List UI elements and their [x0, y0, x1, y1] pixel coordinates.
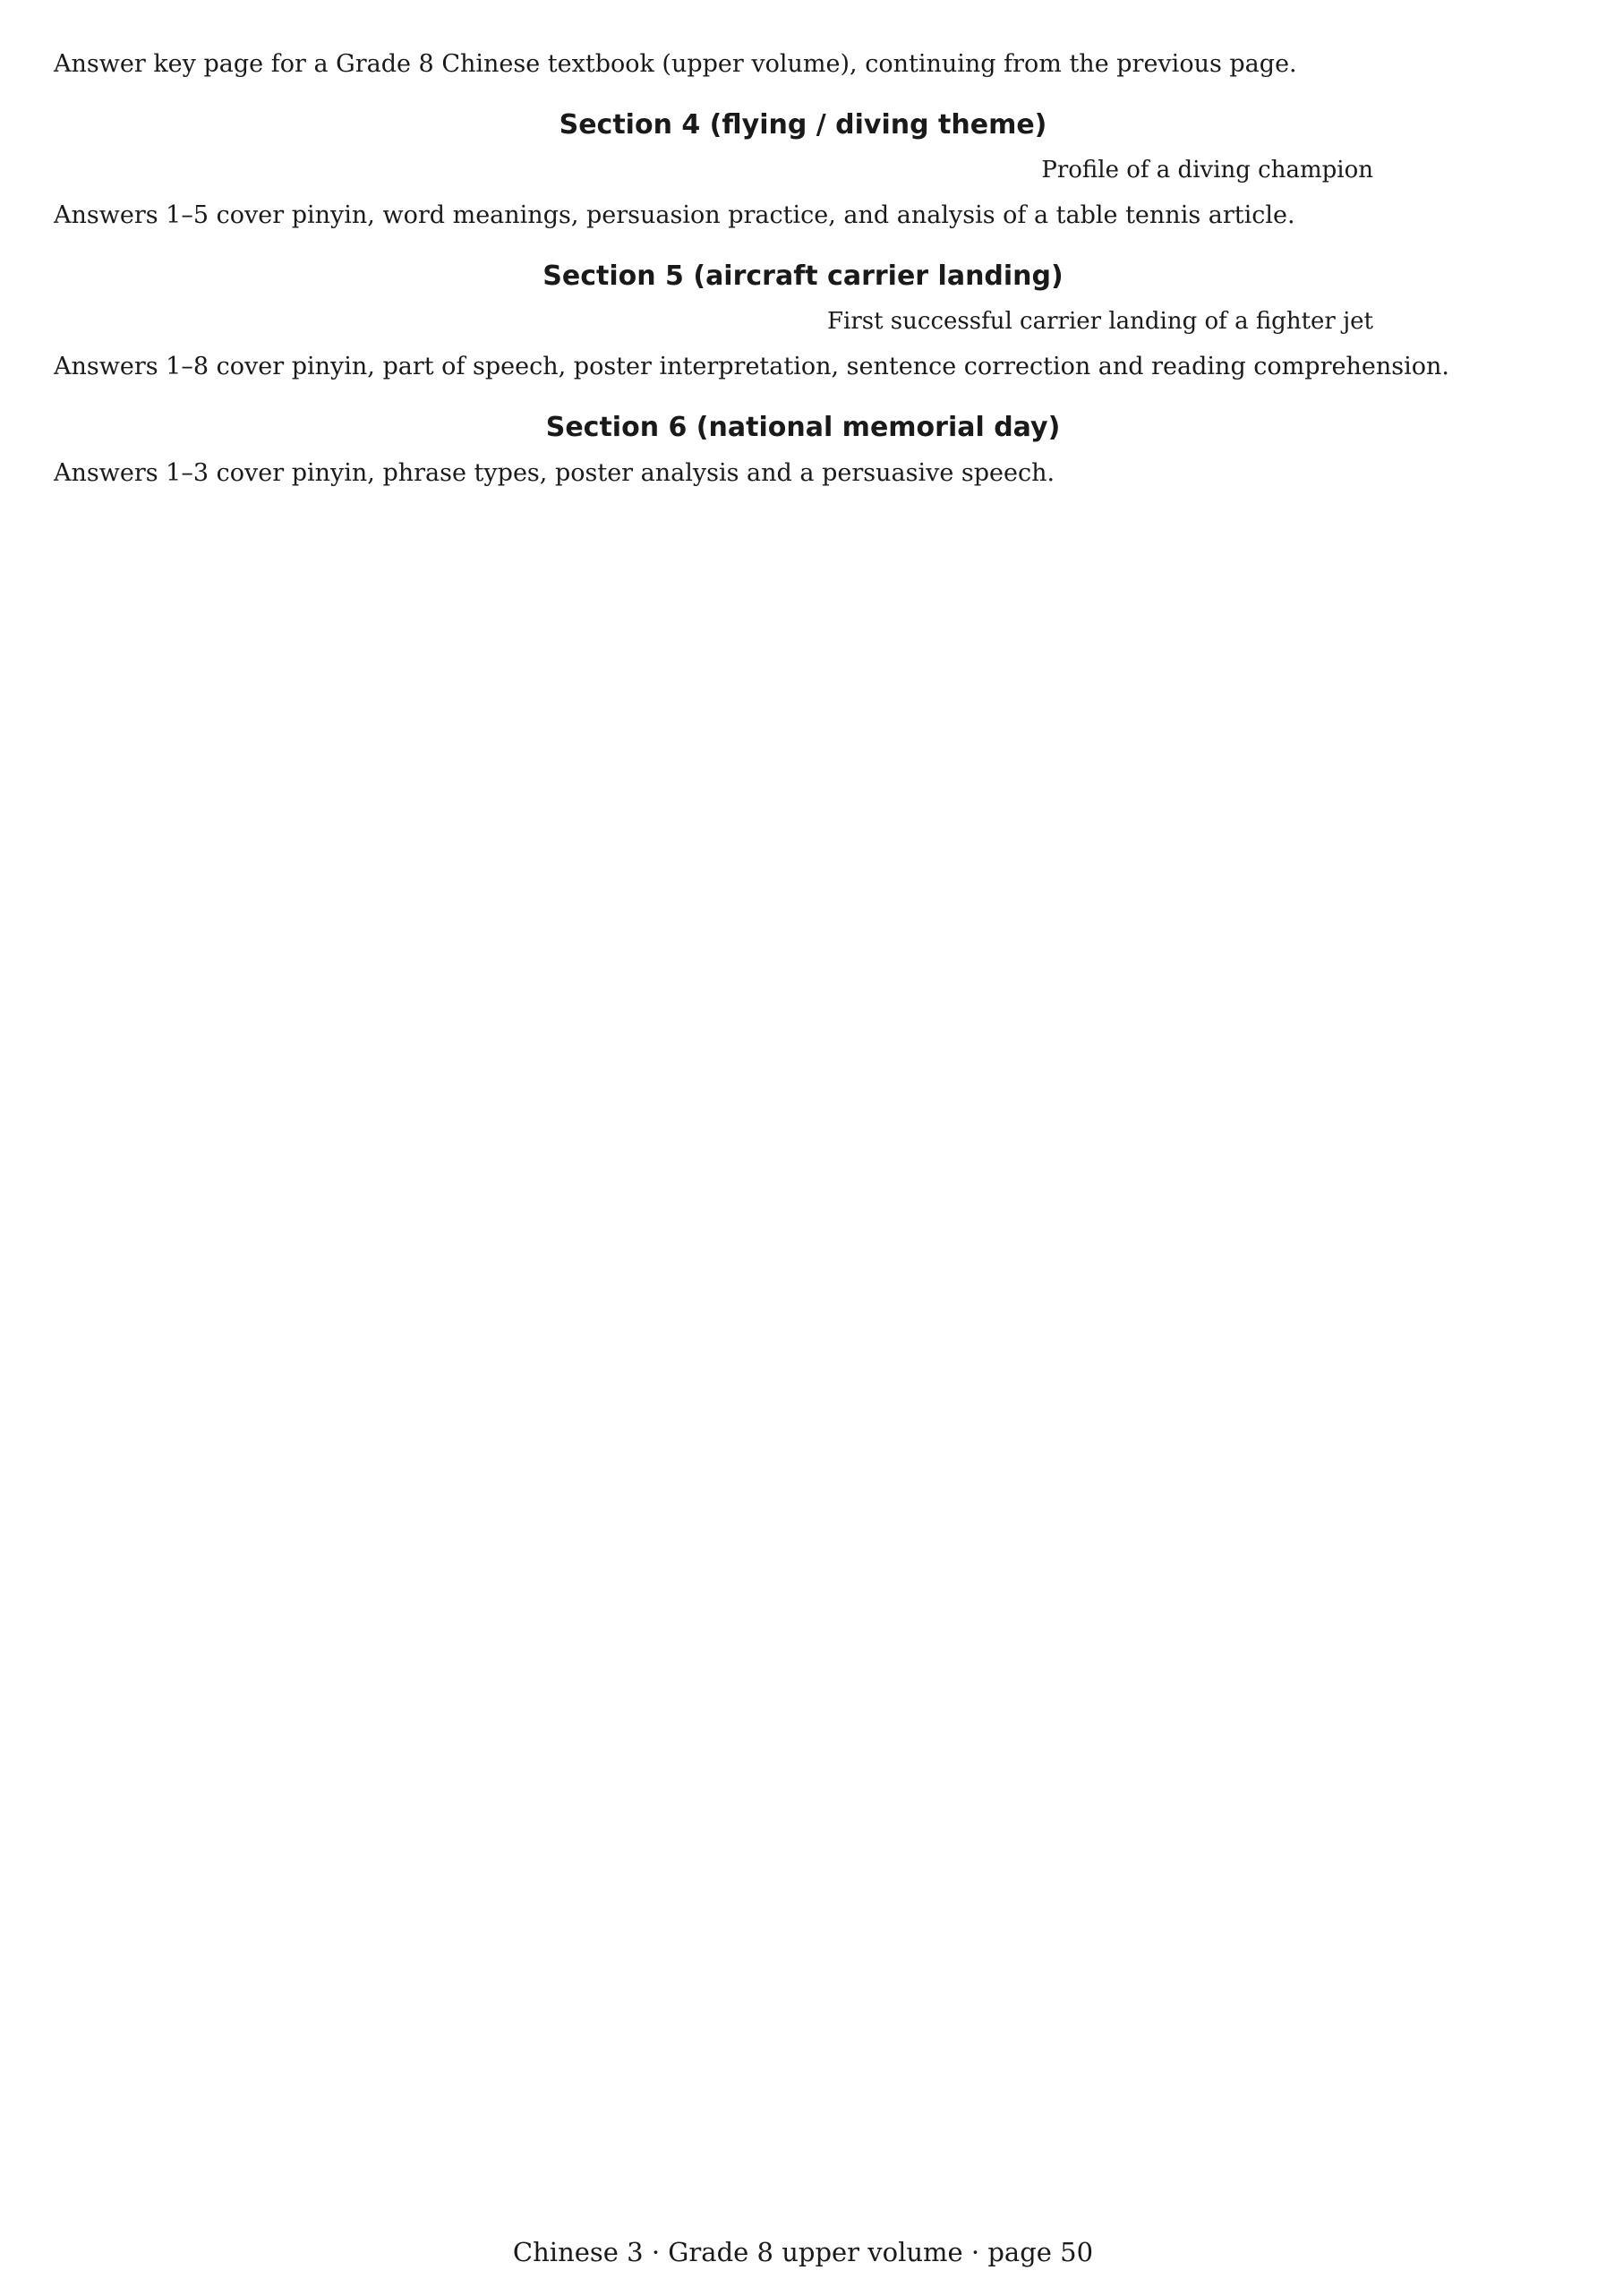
intro-paragraph: Answer key page for a Grade 8 Chinese textbook (upper volume), continuing from the previous page.: [54, 50, 1297, 78]
section-subtitle: First successful carrier landing of a fighter jet: [826, 308, 1373, 335]
section-title: Section 4 (flying / diving theme): [559, 109, 1047, 141]
section-6: [54, 405, 1552, 492]
section-subtitle: Profile of a diving champion: [1041, 157, 1373, 184]
section-title: Section 5 (aircraft carrier landing): [542, 260, 1064, 292]
section-5: [54, 254, 1552, 386]
section-summary: Answers 1–3 cover pinyin, phrase types, poster analysis and a persuasive speech.: [54, 459, 1055, 487]
section-summary: Answers 1–8 cover pinyin, part of speech, poster interpretation, sentence correction and reading comprehension.: [54, 353, 1449, 380]
section-4: [54, 103, 1552, 235]
section-summary: Answers 1–5 cover pinyin, word meanings, persuasion practice, and analysis of a table tennis article.: [54, 201, 1295, 229]
page-footer: Chinese 3 · Grade 8 upper volume · page 50: [512, 2237, 1094, 2267]
section-title: Section 6 (national memorial day): [545, 412, 1061, 443]
